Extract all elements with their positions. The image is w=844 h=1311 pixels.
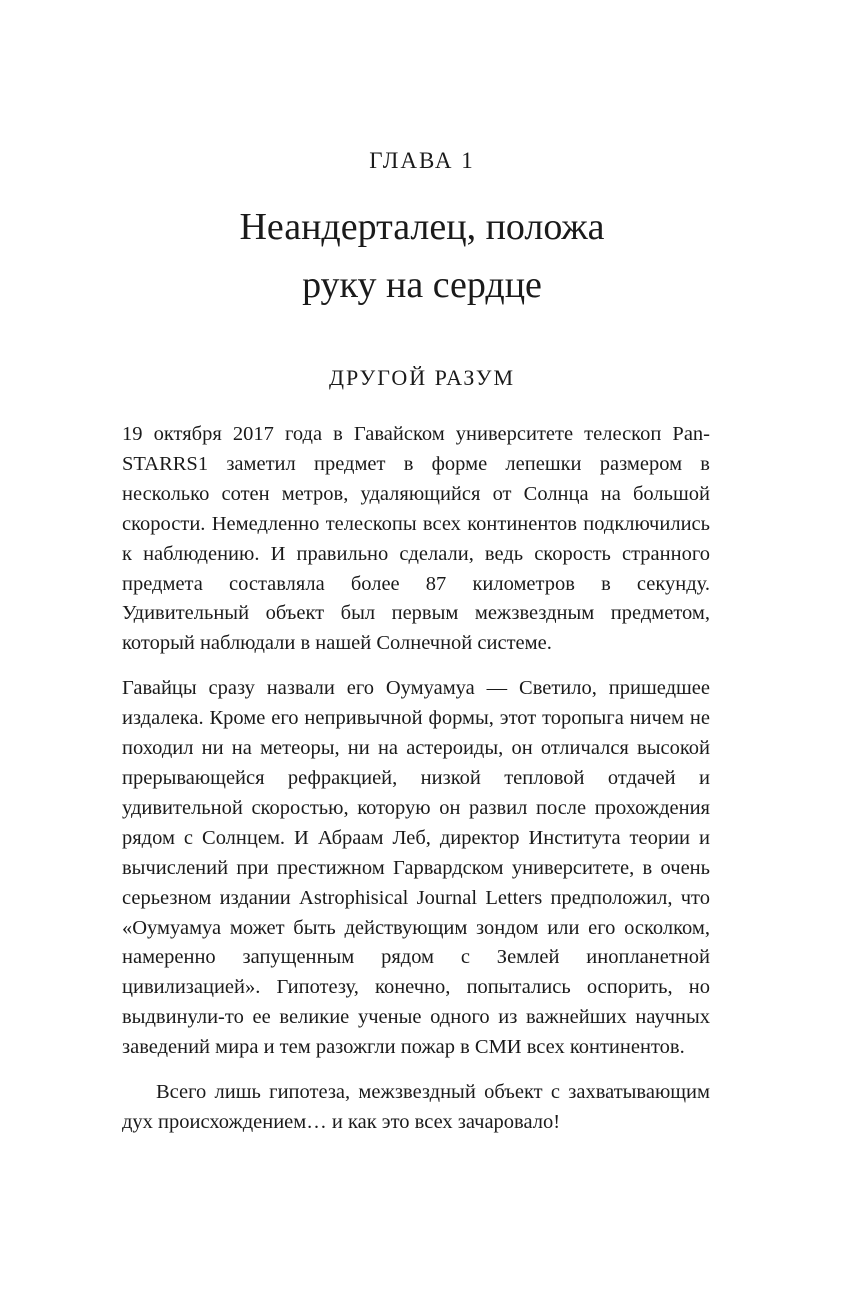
chapter-title <box>0 198 844 314</box>
chapter-label: ГЛАВА 1 <box>369 148 475 173</box>
paragraph: Всего лишь гипотеза, межзвездный объект с захватывающим дух происхождением… и как это всех зачаровало! <box>122 1081 710 1133</box>
paragraph: 19 октября 2017 года в Гавайском университете телескоп Pan-STARRS1 заметил предмет в форме лепешки размером в несколько сотен метров, удаляющийся от Солнца на большой скорости. Немедленно телескопы всех континентов подключились к наблюдению. И правильно сделали, ведь скорость странного предмета составляла более 87 километров в секунду. Удивительный объект был первым межзвездным предметом, который наблюдали в нашей Солнечной системе. <box>122 423 710 655</box>
chapter-title-line-1: Неандерталец, положа <box>239 206 605 248</box>
body-text <box>122 420 710 1153</box>
paragraph: Гавайцы сразу назвали его Оумуамуа — Светило, пришедшее издалека. Кроме его непривычной формы, этот торопыга ничем не походил ни на метеоры, ни на астероиды, он отличался высокой прерывающейся рефракцией, низкой тепловой отдачей и удивительной скоростью, которую он развил после прохождения рядом с Солнцем. И Абраам Леб, директор Института теории и вычислений при престижном Гарвардском университете, в очень серьезном издании Astrophisical Journal Letters предположил, что «Оумуамуа может быть действующим зондом или его осколком, намеренно запущенным рядом с Землей инопланетной цивилизацией». Гипотезу, конечно, попытались оспорить, но выдвинули-то ее великие ученые одного из важнейших научных заведений мира и тем разожгли пожар в СМИ всех континентов. <box>122 677 710 1059</box>
section-title: ДРУГОЙ РАЗУМ <box>328 365 516 390</box>
chapter-title-line-2: руку на сердце <box>302 264 542 306</box>
